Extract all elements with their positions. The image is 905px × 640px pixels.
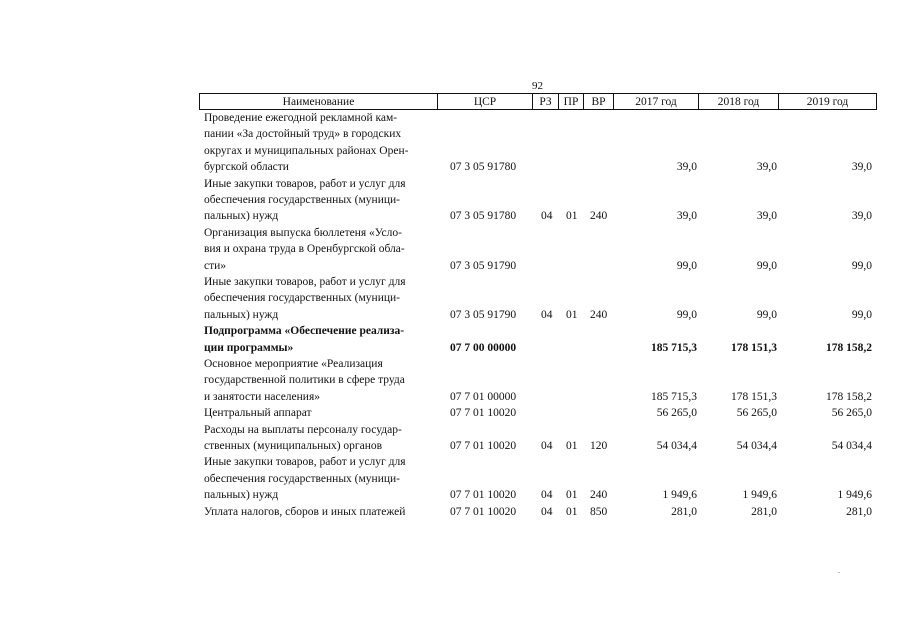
header-pr: ПР	[559, 94, 584, 109]
row-csr: 07 7 01 10020	[450, 489, 517, 502]
row-y2018: 178 151,3	[731, 390, 777, 403]
row-pr: 01	[566, 489, 578, 502]
row-name-line: обеспечения государственных (муници-	[204, 292, 400, 305]
row-y2017: 54 034,4	[656, 439, 697, 452]
row-y2017: 99,0	[676, 308, 697, 321]
row-vr: 120	[590, 439, 608, 452]
row-y2018: 178 151,3	[731, 341, 777, 354]
row-name-line: Уплата налогов, сборов и иных платежей	[204, 505, 406, 518]
row-csr: 07 3 05 91790	[450, 308, 517, 321]
row-name-line: обеспечения государственных (муници-	[204, 194, 400, 206]
row-y2019: 1 949,6	[837, 489, 872, 502]
row-name	[204, 176, 436, 225]
row-y2019: 281,0	[846, 505, 872, 518]
row-y2018: 56 265,0	[736, 407, 777, 420]
row-csr: 07 3 05 91790	[450, 259, 517, 272]
row-y2017: 39,0	[676, 161, 697, 174]
row-name-line: государственной политики в сфере труда	[204, 374, 405, 387]
row-y2019: 39,0	[851, 210, 872, 223]
row-name-line: и занятости населения»	[204, 390, 320, 403]
row-rz: 04	[541, 308, 553, 321]
row-y2017: 185 715,3	[651, 390, 697, 403]
row-name-line: ственных (муниципальных) органов	[204, 440, 383, 452]
header-vr: ВР	[584, 94, 614, 109]
row-csr: 07 7 01 10020	[450, 407, 517, 420]
row-y2018: 99,0	[756, 259, 777, 272]
row-rz: 04	[541, 505, 553, 518]
row-csr: 07 7 01 10020	[450, 439, 517, 452]
row-name-line: Проведение ежегодной рекламной кам-	[204, 112, 398, 124]
row-y2019: 56 265,0	[831, 407, 872, 420]
row-csr: 07 3 05 91780	[450, 210, 517, 223]
row-y2019: 99,0	[851, 259, 872, 272]
row-name	[204, 504, 436, 520]
row-pr: 01	[566, 308, 578, 321]
row-name-line: Центральный аппарат	[204, 407, 312, 420]
row-rz: 04	[541, 210, 553, 223]
header-2017: 2017 год	[614, 94, 699, 109]
header-name: Наименование	[200, 94, 438, 109]
row-name	[204, 323, 436, 356]
row-name-line: Расходы на выплаты персоналу государ-	[204, 423, 402, 436]
header-2019: 2019 год	[806, 96, 849, 108]
row-y2017: 185 715,3	[651, 341, 697, 354]
row-y2019: 54 034,4	[831, 439, 872, 452]
row-name-line: сти»	[204, 259, 227, 272]
row-name-line: пании «За достойный труд» в городских	[204, 128, 402, 141]
row-vr: 850	[590, 505, 608, 518]
row-y2017: 39,0	[676, 210, 697, 223]
row-y2017: 99,0	[676, 259, 697, 272]
row-vr: 240	[590, 308, 608, 321]
row-name	[204, 356, 436, 405]
scan-speck	[838, 572, 840, 573]
row-name	[204, 274, 436, 323]
header-2018: 2018 год	[699, 94, 779, 109]
row-name	[204, 454, 436, 503]
row-name-line: Организация выпуска бюллетеня «Усло-	[204, 226, 402, 239]
row-pr: 01	[566, 439, 578, 452]
row-pr: 01	[566, 210, 578, 223]
row-name-line: пальных) нужд	[204, 210, 279, 223]
row-y2018: 39,0	[756, 161, 777, 174]
row-y2017: 281,0	[671, 505, 697, 518]
row-vr: 240	[590, 210, 608, 223]
row-y2017: 1 949,6	[662, 489, 697, 502]
row-name-line: вия и охрана труда в Оренбургской обла-	[204, 243, 405, 256]
row-pr: 01	[566, 505, 578, 518]
row-name-line: округах и муниципальных районах Орен-	[204, 144, 409, 157]
row-name	[204, 422, 436, 455]
row-name-line: Иные закупки товаров, работ и услуг для	[204, 456, 406, 469]
row-y2019: 178 158,2	[826, 341, 872, 354]
row-name-line: пальных) нужд	[204, 308, 279, 321]
row-name-line: обеспечения государственных (муници-	[204, 472, 400, 485]
row-y2018: 54 034,4	[736, 439, 777, 452]
row-name-line: бургской области	[204, 161, 289, 174]
row-y2018: 39,0	[756, 210, 777, 223]
row-name-line: Иные закупки товаров, работ и услуг для	[204, 276, 406, 288]
row-y2019: 178 158,2	[826, 390, 872, 403]
row-name-line: Иные закупки товаров, работ и услуг для	[204, 177, 406, 190]
header-csr: ЦСР	[438, 94, 533, 109]
row-y2019: 39,0	[851, 161, 872, 174]
table-header	[199, 93, 877, 110]
row-y2017: 56 265,0	[656, 407, 697, 420]
row-y2018: 281,0	[751, 505, 777, 518]
row-y2019: 99,0	[851, 308, 872, 321]
row-y2018: 1 949,6	[742, 489, 777, 502]
row-rz: 04	[541, 489, 553, 502]
page-number: 92	[532, 80, 543, 92]
row-rz: 04	[541, 439, 553, 452]
row-name	[204, 225, 436, 274]
row-name	[204, 110, 436, 176]
header-rz: РЗ	[533, 94, 559, 109]
row-csr: 07 7 00 00000	[450, 341, 517, 354]
row-csr: 07 7 01 00000	[450, 390, 517, 403]
row-csr: 07 3 05 91780	[450, 161, 517, 174]
row-csr: 07 7 01 10020	[450, 505, 517, 518]
row-name-line: пальных) нужд	[204, 489, 279, 502]
row-vr: 240	[590, 489, 608, 502]
row-y2018: 99,0	[756, 308, 777, 321]
row-name	[204, 405, 436, 421]
row-name-line: Подпрограмма «Обеспечение реализа-	[204, 325, 405, 338]
row-name-line: ции программы»	[204, 341, 294, 354]
row-name-line: Основное мероприятие «Реализация	[204, 358, 383, 370]
